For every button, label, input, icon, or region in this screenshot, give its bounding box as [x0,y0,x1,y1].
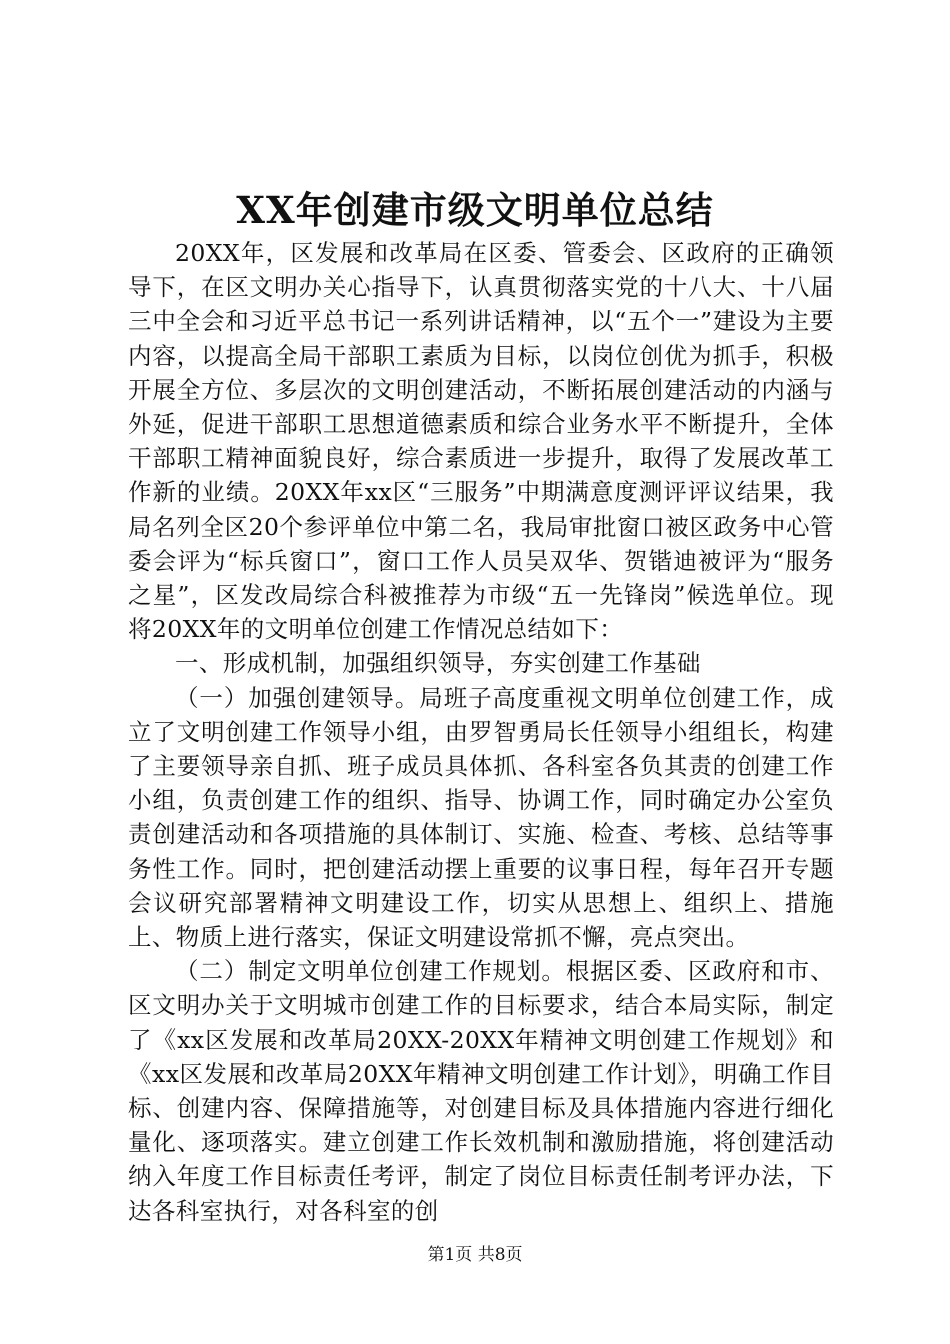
subsection-paragraph-1: （一）加强创建领导。局班子高度重视文明单位创建工作，成立了文明创建工作领导小组，由罗智勇局长任领导小组组长，构建了主要领导亲自抓、班子成员具体抓、各科室各负其责的创建工作小组，负责创建工作的组织、指导、协调工作，同时确定办公室负责创建活动和各项措施的具体制订、实施、检查、考核、总结等事务性工作。同时，把创建活动摆上重要的议事日程，每年召开专题会议研究部署精神文明建设工作，切实从思想上、组织上、措施上、物质上进行落实，保证文明建设常抓不懈，亮点突出。 [128,683,834,952]
document-body [128,236,834,1228]
subsection-paragraph-2: （二）制定文明单位创建工作规划。根据区委、区政府和市、区文明办关于文明城市创建工作的目标要求，结合本局实际，制定了《xx区发展和改革局20XX-20XX年精神文明创建工作规划》和《xx区发展和改革局20XX年精神文明创建工作计划》，明确工作目标、创建内容、保障措施等，对创建目标及具体措施内容进行细化量化、逐项落实。建立创建工作长效机制和激励措施，将创建活动纳入年度工作目标责任考评，制定了岗位目标责任制考评办法，下达各科室执行，对各科室的创 [128,957,834,1225]
document-title: XX年创建市级文明单位总结 [236,188,714,232]
intro-paragraph: 20XX年，区发展和改革局在区委、管委会、区政府的正确领导下，在区文明办关心指导下，认真贯彻落实党的十八大、十八届三中全会和习近平总书记一系列讲话精神，以“五个一”建设为主要内容，以提高全局干部职工素质为目标，以岗位创优为抓手，积极开展全方位、多层次的文明创建活动，不断拓展创建活动的内涵与外延，促进干部职工思想道德素质和综合业务水平不断提升，全体干部职工精神面貌良好，综合素质进一步提升，取得了发展改革工作新的业绩。20XX年xx区“三服务”中期满意度测评评议结果，我局名列全区20个参评单位中第二名，我局审批窗口被区政务中心管委会评为“标兵窗口”，窗口工作人员吴双华、贺锴迪被评为“服务之星”，区发改局综合科被推荐为市级“五一先锋岗”候选单位。现将20XX年的文明单位创建工作情况总结如下： [128,239,834,644]
page-number-footer: 第1页 共8页 [427,1245,523,1265]
section-heading: 一、形成机制，加强组织领导，夯实创建工作基础 [175,649,701,678]
